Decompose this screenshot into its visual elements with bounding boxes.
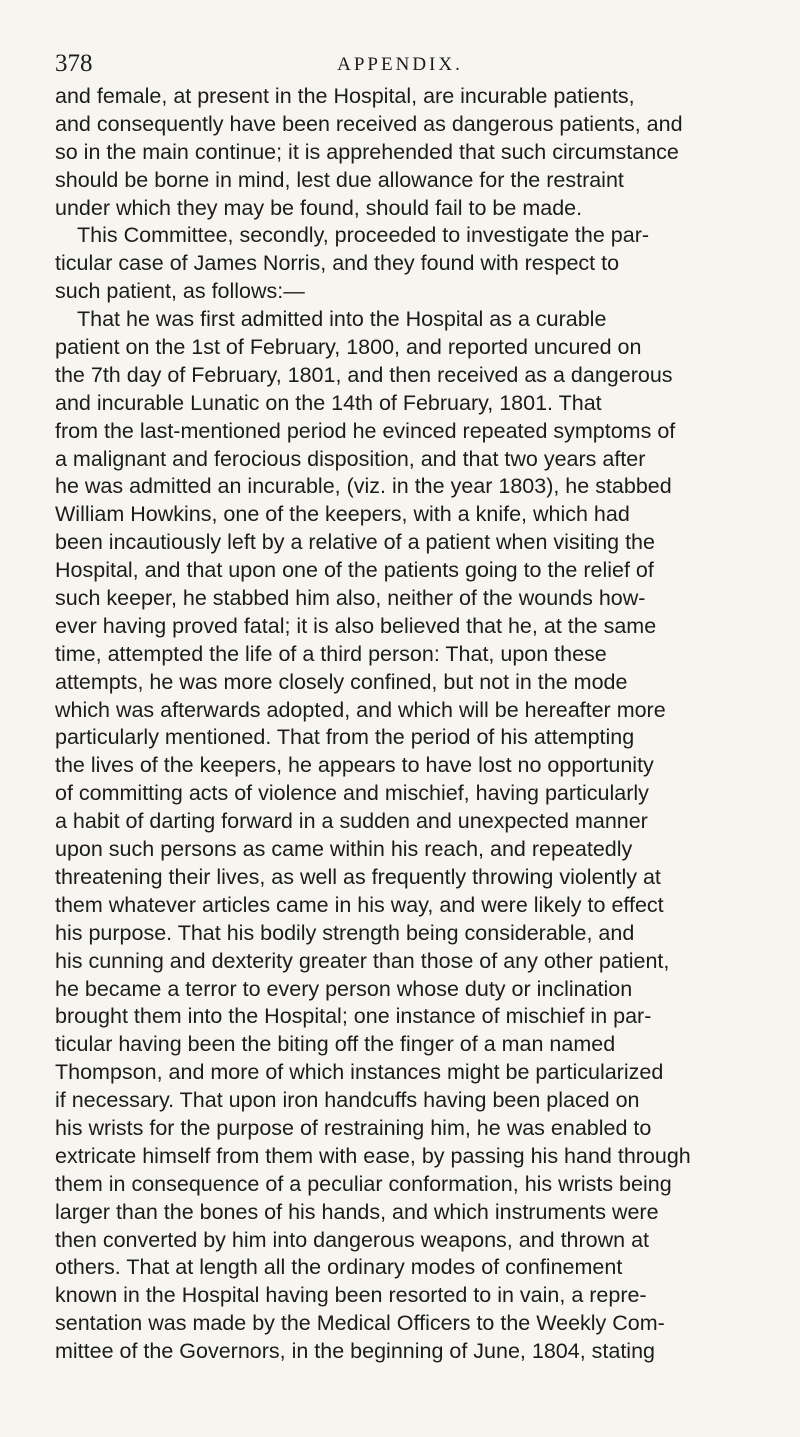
text-line: he was admitted an incurable, (viz. in the year 1803), he stabbed bbox=[55, 474, 672, 499]
body-text bbox=[55, 83, 745, 1366]
text-line: his purpose. That his bodily strength being considerable, and bbox=[55, 920, 635, 945]
text-line: Hospital, and that upon one of the patients going to the relief of bbox=[55, 558, 654, 583]
text-line: larger than the bones of his hands, and which instruments were bbox=[55, 1199, 659, 1224]
text-line: such keeper, he stabbed him also, neither of the wounds how- bbox=[55, 586, 646, 611]
text-line: time, attempted the life of a third person: That, upon these bbox=[55, 641, 607, 666]
text-line: ever having proved fatal; it is also believed that he, at the same bbox=[55, 613, 657, 638]
text-line: if necessary. That upon iron handcuffs having been placed on bbox=[55, 1088, 640, 1113]
text-line: others. That at length all the ordinary modes of confinement bbox=[55, 1255, 623, 1280]
text-line: his cunning and dexterity greater than those of any other patient, bbox=[55, 948, 670, 973]
text-line: extricate himself from them with ease, by passing his hand through bbox=[55, 1143, 691, 1168]
text-line: known in the Hospital having been resorted to in vain, a repre- bbox=[55, 1283, 647, 1308]
text-line: ticular having been the biting off the finger of a man named bbox=[55, 1032, 616, 1057]
text-line: then converted by him into dangerous weapons, and thrown at bbox=[55, 1227, 650, 1252]
text-line: been incautiously left by a relative of a patient when visiting the bbox=[55, 530, 655, 555]
text-line: This Committee, secondly, proceeded to investigate the par- bbox=[77, 223, 650, 248]
text-line: and consequently have been received as dangerous patients, and bbox=[55, 111, 683, 136]
text-line: upon such persons as came within his reach, and repeatedly bbox=[55, 837, 633, 862]
text-line: a habit of darting forward in a sudden and unexpected manner bbox=[55, 809, 648, 834]
text-line: his wrists for the purpose of restraining him, he was enabled to bbox=[55, 1115, 652, 1140]
text-line: such patient, as follows:— bbox=[55, 279, 305, 304]
running-title: APPENDIX. bbox=[337, 54, 463, 75]
text-line: them in consequence of a peculiar conformation, his wrists being bbox=[55, 1171, 672, 1196]
text-line: from the last-mentioned period he evinced repeated symptoms of bbox=[55, 418, 676, 443]
text-line: attempts, he was more closely confined, but not in the mode bbox=[55, 669, 628, 694]
text-line: sentation was made by the Medical Officers to the Weekly Com- bbox=[55, 1311, 665, 1336]
text-line: patient on the 1st of February, 1800, and reported uncured on bbox=[55, 335, 642, 360]
text-line: of committing acts of violence and mischief, having particularly bbox=[55, 781, 649, 806]
text-line: should be borne in mind, lest due allowance for the restraint bbox=[55, 167, 624, 192]
text-line: a malignant and ferocious disposition, and that two years after bbox=[55, 446, 646, 471]
text-line: threatening their lives, as well as frequently throwing violently at bbox=[55, 864, 661, 889]
text-line: brought them into the Hospital; one instance of mischief in par- bbox=[55, 1004, 652, 1029]
text-line: the lives of the keepers, he appears to have lost no opportunity bbox=[55, 753, 654, 778]
text-line: and incurable Lunatic on the 14th of February, 1801. That bbox=[55, 390, 602, 415]
text-line: ticular case of James Norris, and they found with respect to bbox=[55, 251, 620, 276]
text-line: he became a terror to every person whose duty or inclination bbox=[55, 976, 633, 1001]
running-head bbox=[55, 50, 745, 82]
text-line: the 7th day of February, 1801, and then received as a dangerous bbox=[55, 362, 673, 387]
page-number: 378 bbox=[55, 50, 93, 77]
text-line: Thompson, and more of which instances might be particularized bbox=[55, 1060, 664, 1085]
text-line: That he was first admitted into the Hospital as a curable bbox=[77, 307, 607, 332]
text-line: William Howkins, one of the keepers, with a knife, which had bbox=[55, 502, 630, 527]
text-line: under which they may be found, should fail to be made. bbox=[55, 195, 583, 220]
text-line: and female, at present in the Hospital, are incurable patients, bbox=[55, 84, 635, 108]
text-line: mittee of the Governors, in the beginning of June, 1804, stating bbox=[55, 1339, 655, 1364]
text-line: which was afterwards adopted, and which will be hereafter more bbox=[55, 697, 666, 722]
text-line: particularly mentioned. That from the period of his attempting bbox=[55, 725, 635, 750]
text-line: them whatever articles came in his way, and were likely to effect bbox=[55, 892, 664, 917]
text-line: so in the main continue; it is apprehended that such circumstance bbox=[55, 139, 679, 164]
